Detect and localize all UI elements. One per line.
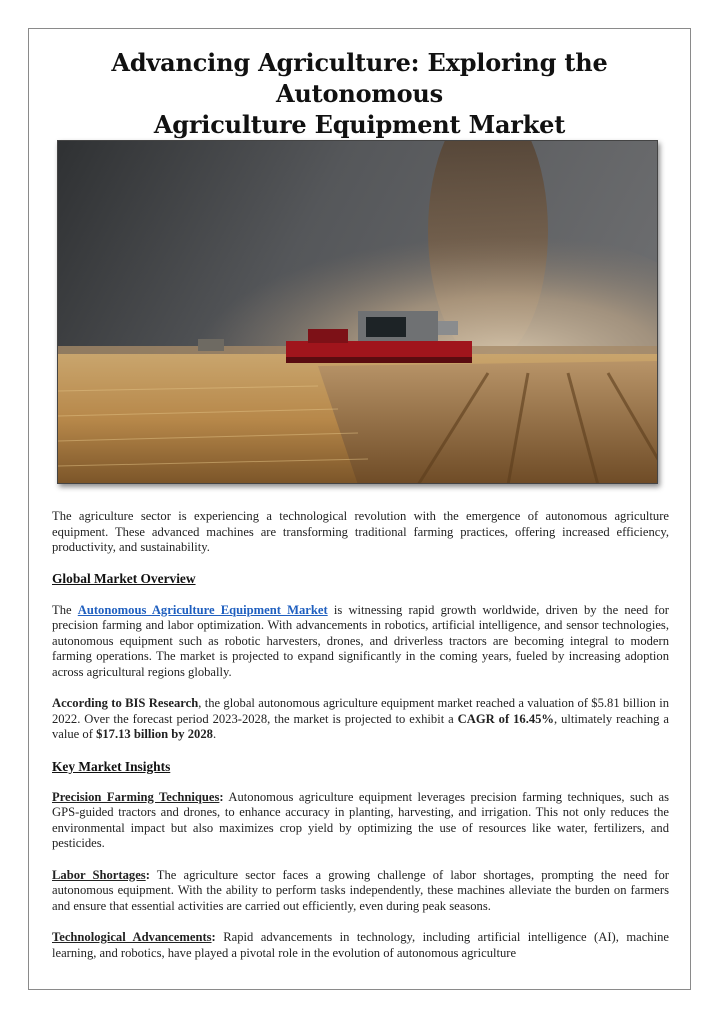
insight-label: Labor Shortages <box>52 867 146 882</box>
section-heading-market-overview: Global Market Overview <box>52 571 196 587</box>
text-run: Rapid advancements in technology, including artificial intelligence (AI), machine learning, and robotics, have played a pivotal role in the evolution of autonomous agriculture <box>52 930 669 960</box>
insight-label: Technological Advancements <box>52 930 212 945</box>
text-run: : <box>211 930 216 945</box>
intro-paragraph: The agriculture sector is experiencing a technological revolution with the emergence of autonomous agriculture equipment. These advanced machines are transforming traditional farming practices, offering increased efficiency, productivity, and sustainability. <box>52 509 669 555</box>
bis-research-paragraph <box>52 696 669 743</box>
insight-label: Precision Farming Techniques <box>52 789 220 804</box>
distant-harvester <box>198 339 224 351</box>
insight-tech-advancements <box>52 930 669 961</box>
cagr-value: CAGR of 16.45% <box>457 711 555 726</box>
text-run: : <box>219 789 224 804</box>
text-run: The agriculture sector faces a growing challenge of labor shortages, prompting the need for autonomous equipment. With the ability to perform tasks independently, these machines alleviate the burden on farmers and ensure that essential activities are carried out efficiently, even during peak seasons. <box>52 867 669 913</box>
harvested-strip <box>318 361 658 484</box>
text-run: Autonomous agriculture equipment leverages precision farming techniques, such as GPS-guided tractors and drones, to enhance accuracy in planting, harvesting, and irrigation. This not only reduces the environmental impact but also maximizes crop yield by optimizing the use of resources like water, fertilizers, and pesticides. <box>52 789 669 851</box>
text-run: , the global autonomous agriculture equipment market reached a valuation of $5.81 billion in 2022. Over the forecast period 2023-2028, the market is projected to exhibit a <box>52 696 669 726</box>
market-overview-paragraph <box>52 603 669 681</box>
title-line-1: Advancing Agriculture: Exploring the Autonomous <box>111 48 608 108</box>
text-run: is witnessing rapid growth worldwide, driven by the need for precision farming and labor optimization. With advancements in robotics, artificial intelligence, and sensor technologies, autonomous equipment such as robotic harvesters, drones, and driverless tractors are becoming integral to modern farming operations. The market is projected to expand significantly in the coming years, fueled by increasing adoption across agricultural regions globally. <box>52 602 669 679</box>
text-run: : <box>145 867 150 882</box>
section-heading-key-insights: Key Market Insights <box>52 758 171 774</box>
harvester-illustration <box>58 141 658 484</box>
text-run: , ultimately reaching a value of <box>52 711 669 742</box>
bis-research-lead: According to BIS Research <box>52 696 199 711</box>
insight-labor-shortages <box>52 868 669 915</box>
page-title <box>29 47 690 140</box>
insight-precision-farming <box>52 790 669 852</box>
market-value-2028: $17.13 billion by 2028 <box>96 727 213 742</box>
article-body <box>52 509 669 977</box>
hero-image <box>57 140 658 484</box>
market-report-link[interactable]: Autonomous Agriculture Equipment Market <box>77 602 328 617</box>
text-run: . <box>212 727 217 742</box>
document-page <box>28 28 691 990</box>
text-run: The <box>52 602 78 617</box>
title-line-2: Agriculture Equipment Market <box>153 110 566 139</box>
